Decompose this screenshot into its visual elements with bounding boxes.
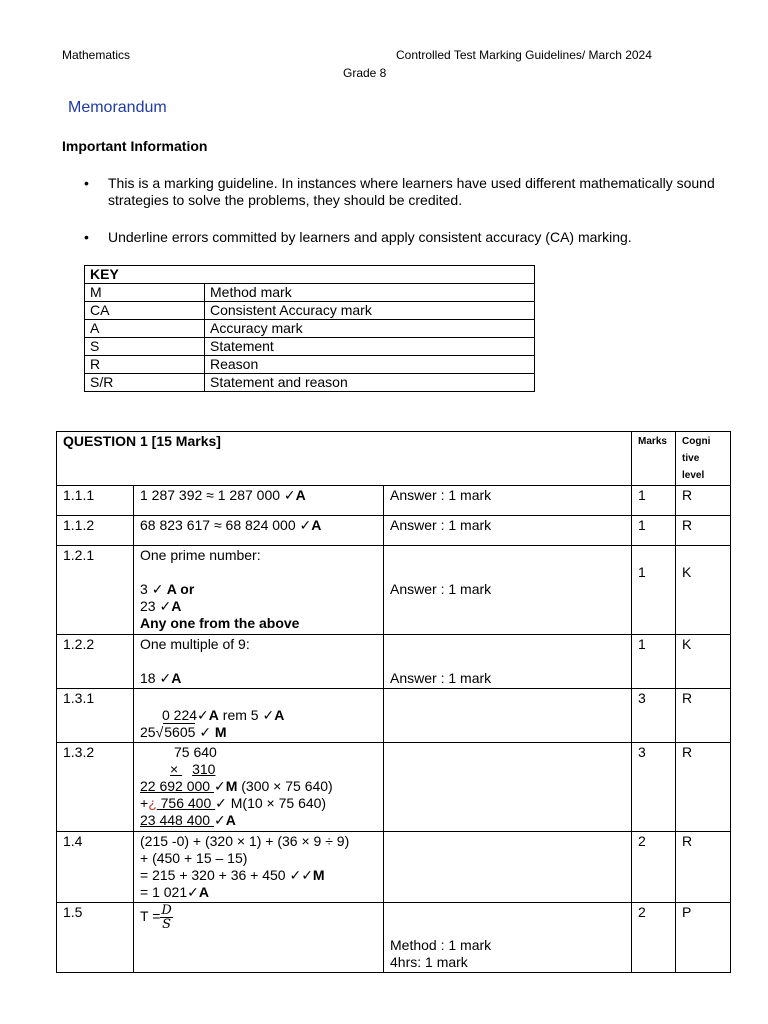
marks-cell: 1 bbox=[632, 516, 676, 546]
note-cell bbox=[384, 689, 632, 743]
tick-icon: ✓ bbox=[213, 778, 226, 794]
tick-icon: ✓ bbox=[187, 884, 199, 900]
table-row bbox=[57, 546, 731, 635]
table-row bbox=[57, 832, 731, 903]
bullet-item: • This is a marking guideline. In instances where learners have used different mathematically sound strategies to solve the problems, they should be credited. bbox=[84, 175, 724, 209]
note-cell: Method : 1 mark 4hrs: 1 mark bbox=[384, 903, 632, 973]
header-grade: Grade 8 bbox=[343, 66, 387, 80]
marks-cell: 1 bbox=[632, 546, 676, 635]
table-row bbox=[57, 743, 731, 832]
key-code: CA bbox=[85, 302, 205, 320]
key-code: S bbox=[85, 338, 205, 356]
level-cell: R bbox=[676, 486, 731, 516]
answer-cell: 75 640 × 310 22 692 000 ✓M (300 × 75 640) +¿ 756 400 ✓ M(10 × 75 640) 23 448 400 ✓A bbox=[134, 743, 384, 832]
tick-icon: ✓ bbox=[151, 581, 164, 597]
fraction: $\frac{D}{S}$ bbox=[161, 903, 172, 932]
memorandum-title: Memorandum bbox=[68, 99, 167, 116]
note-cell: Answer : 1 mark bbox=[384, 516, 632, 546]
answer-cell: 0 224✓A rem 5 ✓A 25√5605 ✓ M bbox=[134, 689, 384, 743]
table-row bbox=[57, 516, 731, 546]
level-header-line: Cogni bbox=[682, 436, 711, 447]
level-cell: R bbox=[676, 689, 731, 743]
level-header-line: level bbox=[682, 470, 705, 481]
level-header-line: tive bbox=[682, 453, 700, 464]
level-cell: K bbox=[676, 635, 731, 689]
key-meaning: Statement bbox=[205, 338, 535, 356]
level-cell: R bbox=[676, 743, 731, 832]
marks-header: Marks bbox=[632, 432, 676, 486]
note-cell: Answer : 1 mark bbox=[384, 635, 632, 689]
tick-icon: ✓ bbox=[262, 707, 275, 723]
important-heading: Important Information bbox=[62, 138, 208, 154]
placeholder-glyph: ¿ bbox=[148, 795, 157, 811]
question-number: 1.3.1 bbox=[57, 689, 134, 743]
marks-cell: 1 bbox=[632, 635, 676, 689]
tick-icon: ✓ bbox=[215, 795, 227, 811]
key-row bbox=[85, 320, 535, 338]
key-meaning: Accuracy mark bbox=[205, 320, 535, 338]
note-cell bbox=[384, 832, 632, 903]
sqrt-symbol: √ bbox=[155, 724, 164, 740]
header-title: Controlled Test Marking Guidelines/ March 2024 bbox=[396, 48, 652, 62]
question-heading: QUESTION 1 [15 Marks] bbox=[57, 432, 632, 486]
note-cell bbox=[384, 743, 632, 832]
tick-icon: ✓ bbox=[299, 517, 312, 533]
level-cell: R bbox=[676, 516, 731, 546]
tick-icon: ✓ bbox=[159, 598, 172, 614]
key-row bbox=[85, 356, 535, 374]
info-bullets bbox=[84, 175, 724, 266]
key-meaning: Method mark bbox=[205, 284, 535, 302]
answer-cell: 68 823 617 ≈ 68 824 000 ✓A bbox=[134, 516, 384, 546]
question-number: 1.2.1 bbox=[57, 546, 134, 635]
key-code: S/R bbox=[85, 374, 205, 392]
marks-cell: 3 bbox=[632, 689, 676, 743]
question-number: 1.3.2 bbox=[57, 743, 134, 832]
key-code: R bbox=[85, 356, 205, 374]
key-row bbox=[85, 374, 535, 392]
table-row bbox=[57, 635, 731, 689]
question-number: 1.4 bbox=[57, 832, 134, 903]
key-row bbox=[85, 302, 535, 320]
tick-icon: ✓ bbox=[159, 670, 172, 686]
note-cell: Answer : 1 mark bbox=[384, 546, 632, 635]
key-heading: KEY bbox=[85, 266, 535, 284]
table-row bbox=[57, 486, 731, 516]
header-subject: Mathematics bbox=[62, 48, 131, 62]
answer-cell: (215 -0) + (320 × 1) + (36 × 9 ÷ 9) + (450 + 15 – 15) = 215 + 320 + 36 + 450 ✓✓M = 1 021✓A bbox=[134, 832, 384, 903]
question-number: 1.5 bbox=[57, 903, 134, 973]
tick-icon: ✓ bbox=[197, 707, 209, 723]
answer-cell: 1 287 392 ≈ 1 287 000 ✓A bbox=[134, 486, 384, 516]
marks-cell: 1 bbox=[632, 486, 676, 516]
long-division-dividend: 5605 bbox=[164, 724, 196, 740]
marks-cell: 2 bbox=[632, 903, 676, 973]
table-row bbox=[57, 903, 731, 973]
key-meaning: Reason bbox=[205, 356, 535, 374]
key-row bbox=[85, 338, 535, 356]
question-table bbox=[56, 431, 731, 973]
key-table bbox=[84, 265, 535, 392]
question-header-row bbox=[57, 432, 731, 486]
level-cell: K bbox=[676, 546, 731, 635]
table-row bbox=[57, 689, 731, 743]
level-cell: R bbox=[676, 832, 731, 903]
answer-cell: T = $\frac{D}{S}$ bbox=[134, 903, 384, 973]
key-meaning: Consistent Accuracy mark bbox=[205, 302, 535, 320]
question-number: 1.2.2 bbox=[57, 635, 134, 689]
question-number: 1.1.2 bbox=[57, 516, 134, 546]
tick-icon: ✓ bbox=[289, 867, 302, 883]
tick-icon: ✓ bbox=[199, 724, 212, 740]
key-heading-row bbox=[85, 266, 535, 284]
bullet-item: • Underline errors committed by learners and apply consistent accuracy (CA) marking. bbox=[84, 229, 724, 246]
answer-cell: One prime number: 3 ✓ A or 23 ✓A Any one from the above bbox=[134, 546, 384, 635]
key-meaning: Statement and reason bbox=[205, 374, 535, 392]
answer-cell: One multiple of 9: 18 ✓A bbox=[134, 635, 384, 689]
note-cell: Answer : 1 mark bbox=[384, 486, 632, 516]
tick-icon: ✓ bbox=[283, 487, 296, 503]
marks-cell: 3 bbox=[632, 743, 676, 832]
cognitive-level-header bbox=[676, 432, 731, 486]
key-code: M bbox=[85, 284, 205, 302]
key-code: A bbox=[85, 320, 205, 338]
key-row bbox=[85, 284, 535, 302]
question-number: 1.1.1 bbox=[57, 486, 134, 516]
marks-cell: 2 bbox=[632, 832, 676, 903]
level-cell: P bbox=[676, 903, 731, 973]
tick-icon: ✓ bbox=[213, 812, 226, 828]
